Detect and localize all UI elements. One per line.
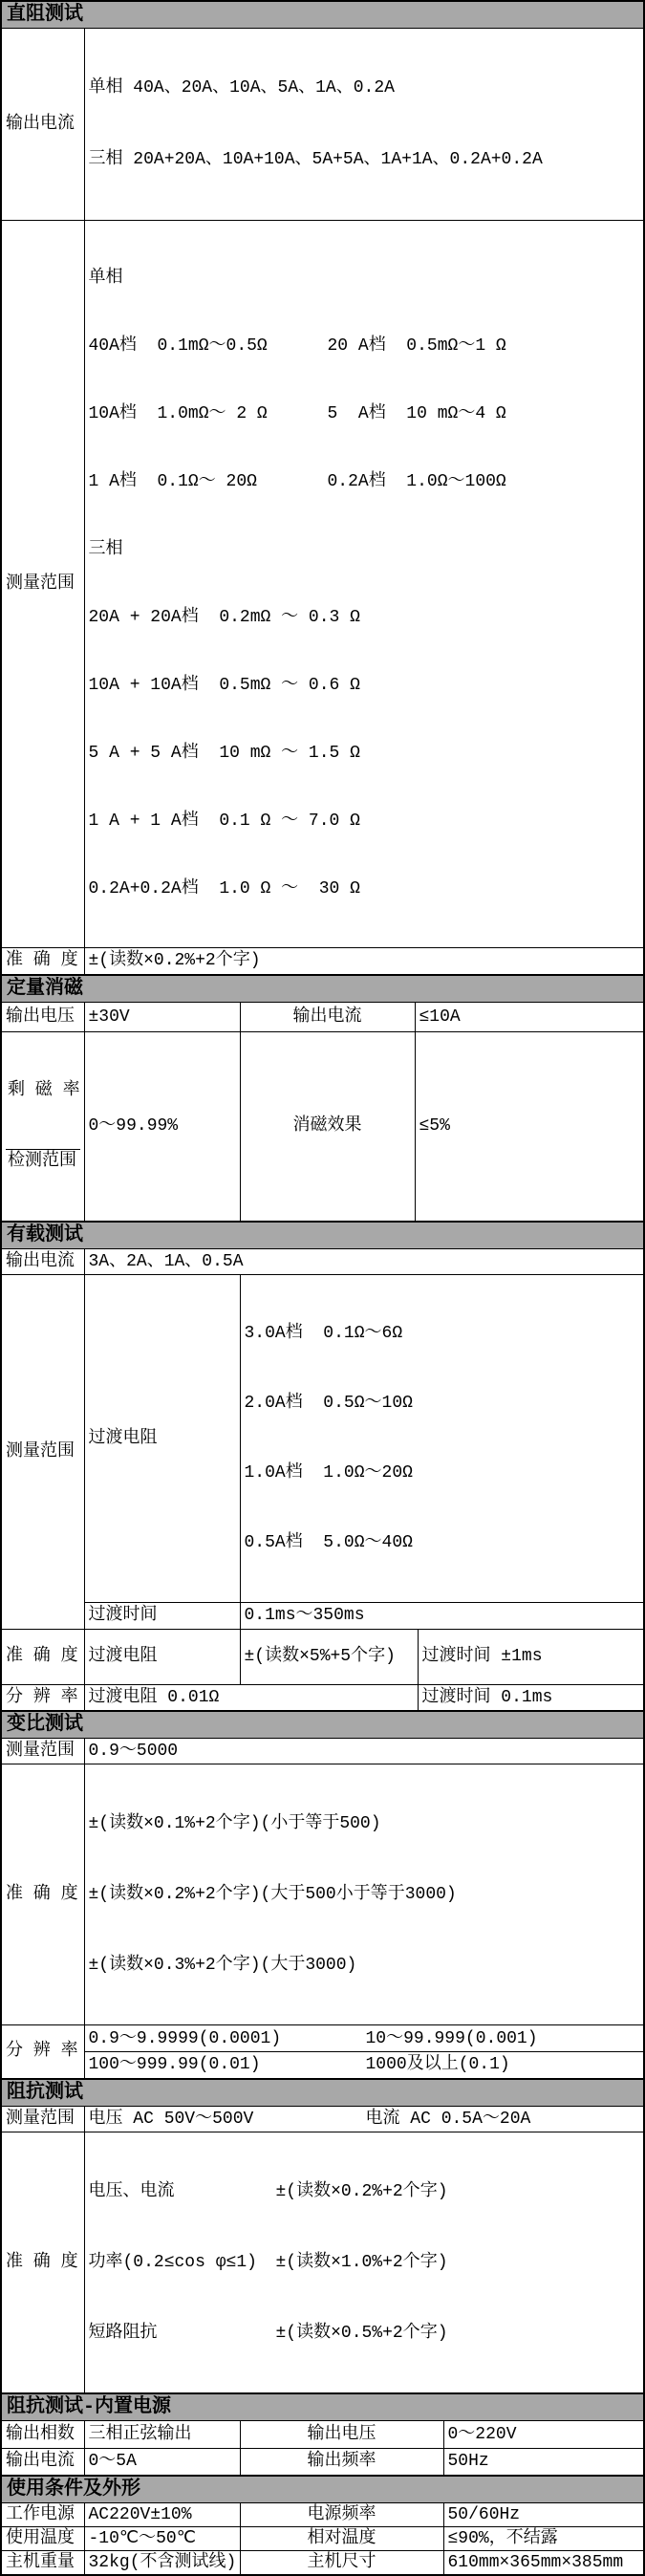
accuracy-line: ±(读数×0.3%+2个字)(大于3000) bbox=[88, 1956, 357, 1975]
table-row bbox=[1, 1274, 644, 1602]
row-label-host-size: 主机尺寸 bbox=[240, 2551, 443, 2576]
row-label-output-current: 输出电流 bbox=[240, 1002, 415, 1031]
measure-range-value: 0.9～5000 bbox=[84, 1739, 644, 1764]
table-row bbox=[1, 2079, 644, 2107]
operating-conditions-table bbox=[0, 2475, 645, 2576]
output-current-value: 0～5A bbox=[84, 2448, 240, 2476]
table-row bbox=[1, 1248, 644, 1274]
single-phase-title: 单相 bbox=[88, 269, 123, 288]
section-header-ratio-test: 变比测试 bbox=[1, 1711, 644, 1739]
table-row bbox=[1, 2420, 644, 2448]
table-row bbox=[1, 2448, 644, 2476]
accuracy-line: ±(读数×0.2%+2个字)(大于500小于等于3000) bbox=[88, 1885, 457, 1904]
accuracy-resistance-label: 过渡电阻 bbox=[84, 1629, 240, 1684]
output-frequency-value: 50Hz bbox=[443, 2448, 644, 2476]
measure-range-values: 电压 AC 50V～500V 电流 AC 0.5A～20A bbox=[84, 2106, 644, 2132]
operating-temperature-value: -10℃～50℃ bbox=[84, 2527, 240, 2551]
power-frequency-value: 50/60Hz bbox=[443, 2503, 644, 2527]
row-label-measure-range: 测量范围 bbox=[1, 2106, 84, 2132]
section-header-conditions: 使用条件及外形 bbox=[1, 2476, 644, 2503]
table-row bbox=[1, 2476, 644, 2503]
range-line: 40A档 0.1mΩ～0.5Ω 20 A档 0.5mΩ～1 Ω bbox=[88, 336, 506, 356]
remanence-rate-label: 剩 磁 率 bbox=[8, 1080, 80, 1100]
range-line: 0.2A+0.2A档 1.0 Ω ～ 30 Ω bbox=[88, 879, 360, 898]
resolution-resistance-value: 过渡电阻 0.01Ω bbox=[84, 1684, 418, 1711]
row-label-accuracy: 准 确 度 bbox=[1, 948, 84, 975]
table-row bbox=[1, 2503, 644, 2527]
row-label-output-frequency: 输出频率 bbox=[240, 2448, 443, 2476]
table-row bbox=[1, 2132, 644, 2393]
range-line: 1.0A档 1.0Ω～20Ω bbox=[244, 1462, 413, 1483]
table-row bbox=[1, 1222, 644, 1249]
table-row bbox=[1, 2527, 644, 2551]
accuracy-values bbox=[84, 2132, 644, 2393]
output-phases-value: 三相正弦输出 bbox=[84, 2420, 240, 2448]
table-row bbox=[1, 29, 644, 221]
range-line: 0.5A档 5.0Ω～40Ω bbox=[244, 1532, 413, 1552]
accuracy-resistance-value: ±(读数×5%+5个字) bbox=[240, 1629, 418, 1684]
table-row bbox=[1, 1602, 644, 1629]
detection-range-label: 检测范围 bbox=[6, 1149, 80, 1174]
output-voltage-value: ±30V bbox=[84, 1002, 240, 1031]
table-row bbox=[1, 1711, 644, 1739]
table-row bbox=[1, 2551, 644, 2576]
internal-power-table bbox=[0, 2392, 645, 2478]
single-phase-current: 单相 40A、20A、10A、5A、1A、0.2A bbox=[88, 78, 395, 97]
accuracy-line: ±(读数×0.1%+2个字)(小于等于500) bbox=[88, 1814, 381, 1833]
row-label-resolution: 分 辨 率 bbox=[1, 2025, 84, 2079]
load-test-table bbox=[0, 1221, 645, 1713]
transition-resistance-values bbox=[240, 1274, 644, 1602]
table-row bbox=[1, 975, 644, 1003]
row-label-output-current: 输出电流 bbox=[1, 1248, 84, 1274]
accuracy-line: 短路阻抗 ±(读数×0.5%+2个字) bbox=[88, 2323, 448, 2343]
row-label-relative-humidity: 相对温度 bbox=[240, 2527, 443, 2551]
accuracy-values bbox=[84, 1764, 644, 2025]
accuracy-line: 功率(0.2≤cos φ≤1) ±(读数×1.0%+2个字) bbox=[88, 2252, 448, 2272]
table-row bbox=[1, 1684, 644, 1711]
remanence-range-value: 0～99.99% bbox=[84, 1031, 240, 1222]
row-label-output-voltage: 输出电压 bbox=[1, 1002, 84, 1031]
row-label-accuracy: 准 确 度 bbox=[1, 1764, 84, 2025]
row-label-power-frequency: 电源频率 bbox=[240, 2503, 443, 2527]
row-label-output-current: 输出电流 bbox=[1, 2448, 84, 2476]
table-row bbox=[1, 1031, 644, 1222]
range-line: 10A + 10A档 0.5mΩ ～ 0.6 Ω bbox=[88, 676, 360, 695]
transition-time-label: 过渡时间 bbox=[84, 1602, 240, 1629]
host-weight-value: 32kg(不含测试线) bbox=[84, 2551, 240, 2576]
output-current-values bbox=[84, 29, 644, 221]
table-row bbox=[1, 2393, 644, 2421]
table-row bbox=[1, 2052, 644, 2079]
demagnetization-table bbox=[0, 974, 645, 1223]
range-line: 1 A + 1 A档 0.1 Ω ～ 7.0 Ω bbox=[88, 812, 360, 831]
range-line: 20A + 20A档 0.2mΩ ～ 0.3 Ω bbox=[88, 608, 360, 627]
row-label-working-power: 工作电源 bbox=[1, 2503, 84, 2527]
resolution-row-1: 0.9～9.9999(0.0001) 10～99.999(0.001) bbox=[84, 2025, 644, 2052]
working-power-value: AC220V±10% bbox=[84, 2503, 240, 2527]
relative-humidity-value: ≤90%，不结露 bbox=[443, 2527, 644, 2551]
output-voltage-value: 0～220V bbox=[443, 2420, 644, 2448]
transition-resistance-label: 过渡电阻 bbox=[84, 1274, 240, 1602]
section-header-internal-power: 阻抗测试-内置电源 bbox=[1, 2393, 644, 2421]
row-label-output-current: 输出电流 bbox=[1, 29, 84, 221]
transition-time-value: 0.1ms～350ms bbox=[240, 1602, 644, 1629]
row-label-remanence-rate bbox=[1, 1031, 84, 1222]
impedance-test-table bbox=[0, 2078, 645, 2394]
row-label-resolution: 分 辨 率 bbox=[1, 1684, 84, 1711]
section-header-impedance-test: 阻抗测试 bbox=[1, 2079, 644, 2107]
accuracy-line: 电压、电流 ±(读数×0.2%+2个字) bbox=[88, 2181, 448, 2201]
row-label-measure-range: 测量范围 bbox=[1, 1739, 84, 1764]
output-current-value: ≤10A bbox=[415, 1002, 644, 1031]
row-label-output-phases: 输出相数 bbox=[1, 2420, 84, 2448]
section-header-demagnetization: 定量消磁 bbox=[1, 975, 644, 1003]
table-row bbox=[1, 2025, 644, 2052]
section-header-load-test: 有载测试 bbox=[1, 1222, 644, 1249]
table-row bbox=[1, 1, 644, 29]
row-label-accuracy: 准 确 度 bbox=[1, 2132, 84, 2393]
measure-range-values bbox=[84, 221, 644, 948]
accuracy-value: ±(读数×0.2%+2个字) bbox=[84, 948, 644, 975]
table-row bbox=[1, 1739, 644, 1764]
three-phase-current: 三相 20A+20A、10A+10A、5A+5A、1A+1A、0.2A+0.2A bbox=[88, 150, 543, 169]
table-row bbox=[1, 221, 644, 948]
resolution-time-value: 过渡时间 0.1ms bbox=[418, 1684, 644, 1711]
dc-resistance-test-table bbox=[0, 0, 645, 976]
row-label-measure-range: 测量范围 bbox=[1, 221, 84, 948]
range-line: 10A档 1.0mΩ～ 2 Ω 5 A档 10 mΩ～4 Ω bbox=[88, 404, 506, 423]
host-size-value: 610mm×365mm×385mm bbox=[443, 2551, 644, 2576]
three-phase-title: 三相 bbox=[88, 540, 123, 559]
row-label-demag-effect: 消磁效果 bbox=[240, 1031, 415, 1222]
accuracy-time-value: 过渡时间 ±1ms bbox=[418, 1629, 644, 1684]
row-label-host-weight: 主机重量 bbox=[1, 2551, 84, 2576]
row-label-accuracy: 准 确 度 bbox=[1, 1629, 84, 1684]
output-current-value: 3A、2A、1A、0.5A bbox=[84, 1248, 644, 1274]
row-label-output-voltage: 输出电压 bbox=[240, 2420, 443, 2448]
range-line: 3.0A档 0.1Ω～6Ω bbox=[244, 1323, 403, 1343]
resolution-row-2: 100～999.99(0.01) 1000及以上(0.1) bbox=[84, 2052, 644, 2079]
table-row bbox=[1, 1764, 644, 2025]
table-row bbox=[1, 1629, 644, 1684]
range-line: 2.0A档 0.5Ω～10Ω bbox=[244, 1393, 413, 1413]
table-row bbox=[1, 1002, 644, 1031]
table-row bbox=[1, 2106, 644, 2132]
row-label-measure-range: 测量范围 bbox=[1, 1274, 84, 1629]
table-row bbox=[1, 948, 644, 975]
section-header-dc-resistance: 直阻测试 bbox=[1, 1, 644, 29]
demag-effect-value: ≤5% bbox=[415, 1031, 644, 1222]
range-line: 1 A档 0.1Ω～ 20Ω 0.2A档 1.0Ω～100Ω bbox=[88, 472, 506, 491]
ratio-test-table bbox=[0, 1710, 645, 2080]
range-line: 5 A + 5 A档 10 mΩ ～ 1.5 Ω bbox=[88, 744, 360, 763]
row-label-operating-temperature: 使用温度 bbox=[1, 2527, 84, 2551]
